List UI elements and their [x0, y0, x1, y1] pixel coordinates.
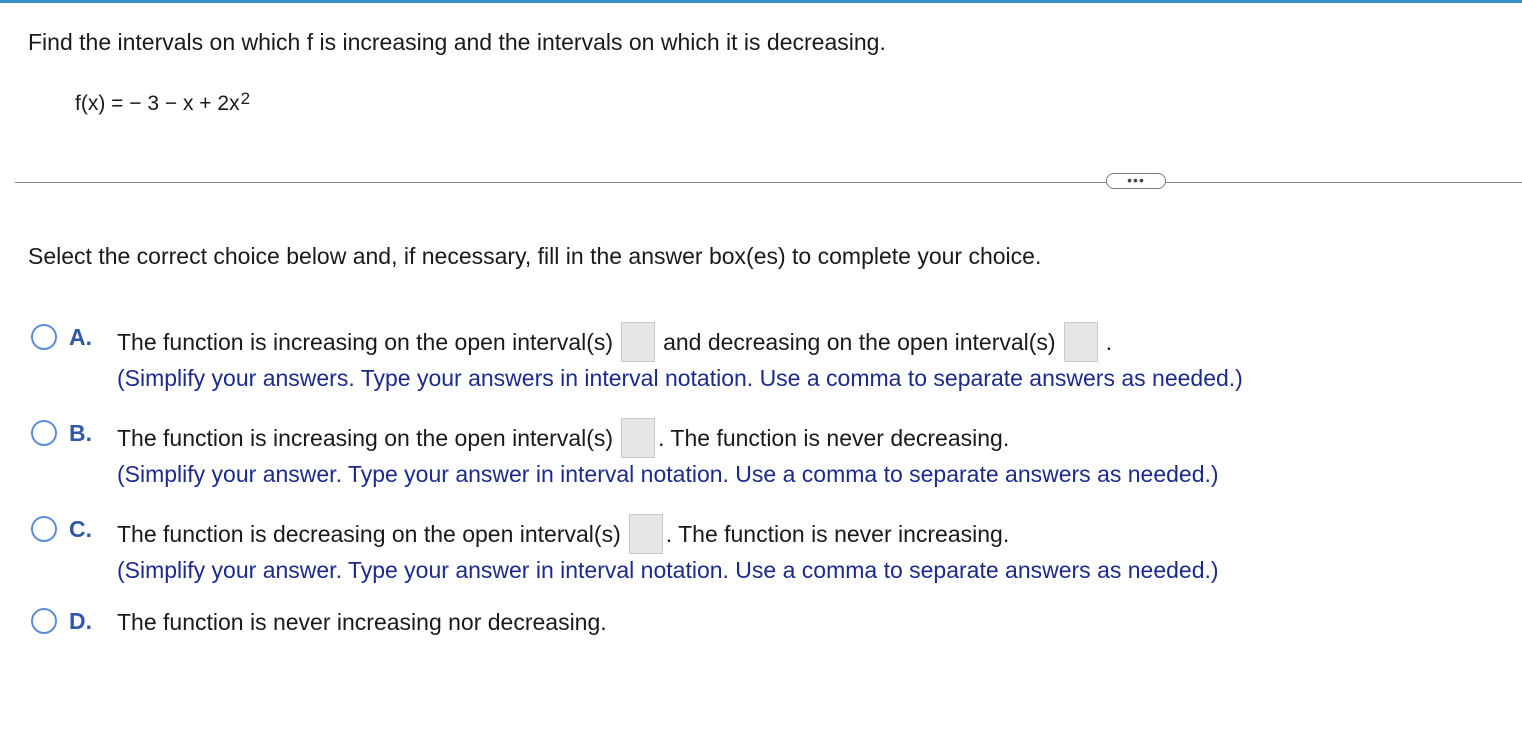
function-formula	[75, 90, 250, 119]
instruction-text: Select the correct choice below and, if necessary, fill in the answer box(es) to complete your choice.	[28, 243, 1042, 269]
choice-letter-d: D.	[69, 608, 92, 634]
question-prompt: Find the intervals on which f is increasing and the intervals on which it is decreasing.	[28, 29, 886, 55]
choice-a-text-2: and decreasing on the open interval(s)	[663, 329, 1056, 355]
choice-letter-b: B.	[69, 420, 92, 446]
radio-button-c[interactable]	[31, 516, 57, 542]
choice-a-statement	[117, 322, 1112, 362]
choice-b-hint: (Simplify your answer. Type your answer in interval notation. Use a comma to separate answers as needed.)	[117, 461, 1219, 487]
section-divider	[15, 182, 1522, 183]
answer-box-a-decreasing[interactable]	[1064, 322, 1098, 362]
more-options-button[interactable]: •••	[1106, 173, 1166, 189]
choice-d-text-1: The function is never increasing nor decreasing.	[117, 609, 607, 635]
choice-c-statement	[117, 514, 1009, 554]
choice-d-statement	[117, 606, 607, 638]
choice-a-hint: (Simplify your answers. Type your answers in interval notation. Use a comma to separate answers as needed.)	[117, 365, 1243, 391]
radio-button-b[interactable]	[31, 420, 57, 446]
choice-b-statement	[117, 418, 1009, 458]
formula-base: f(x) = − 3 − x + 2x	[75, 92, 240, 115]
answer-box-a-increasing[interactable]	[621, 322, 655, 362]
formula-exponent: 2	[240, 89, 251, 108]
radio-button-a[interactable]	[31, 324, 57, 350]
choice-a-text-1: The function is increasing on the open interval(s)	[117, 329, 614, 355]
choice-c-text-2: . The function is never increasing.	[665, 521, 1010, 547]
choice-b-text-2: . The function is never decreasing.	[658, 425, 1010, 451]
choice-c-hint: (Simplify your answer. Type your answer in interval notation. Use a comma to separate answers as needed.)	[117, 557, 1219, 583]
top-accent-bar	[0, 0, 1522, 3]
choice-b-text-1: The function is increasing on the open interval(s)	[117, 425, 614, 451]
answer-box-c-decreasing[interactable]	[629, 514, 663, 554]
radio-button-d[interactable]	[31, 608, 57, 634]
choice-letter-c: C.	[69, 516, 92, 542]
answer-box-b-increasing[interactable]	[621, 418, 655, 458]
choice-c-text-1: The function is decreasing on the open interval(s)	[117, 521, 621, 547]
choice-a-text-3: .	[1105, 329, 1112, 355]
choice-letter-a: A.	[69, 324, 92, 350]
